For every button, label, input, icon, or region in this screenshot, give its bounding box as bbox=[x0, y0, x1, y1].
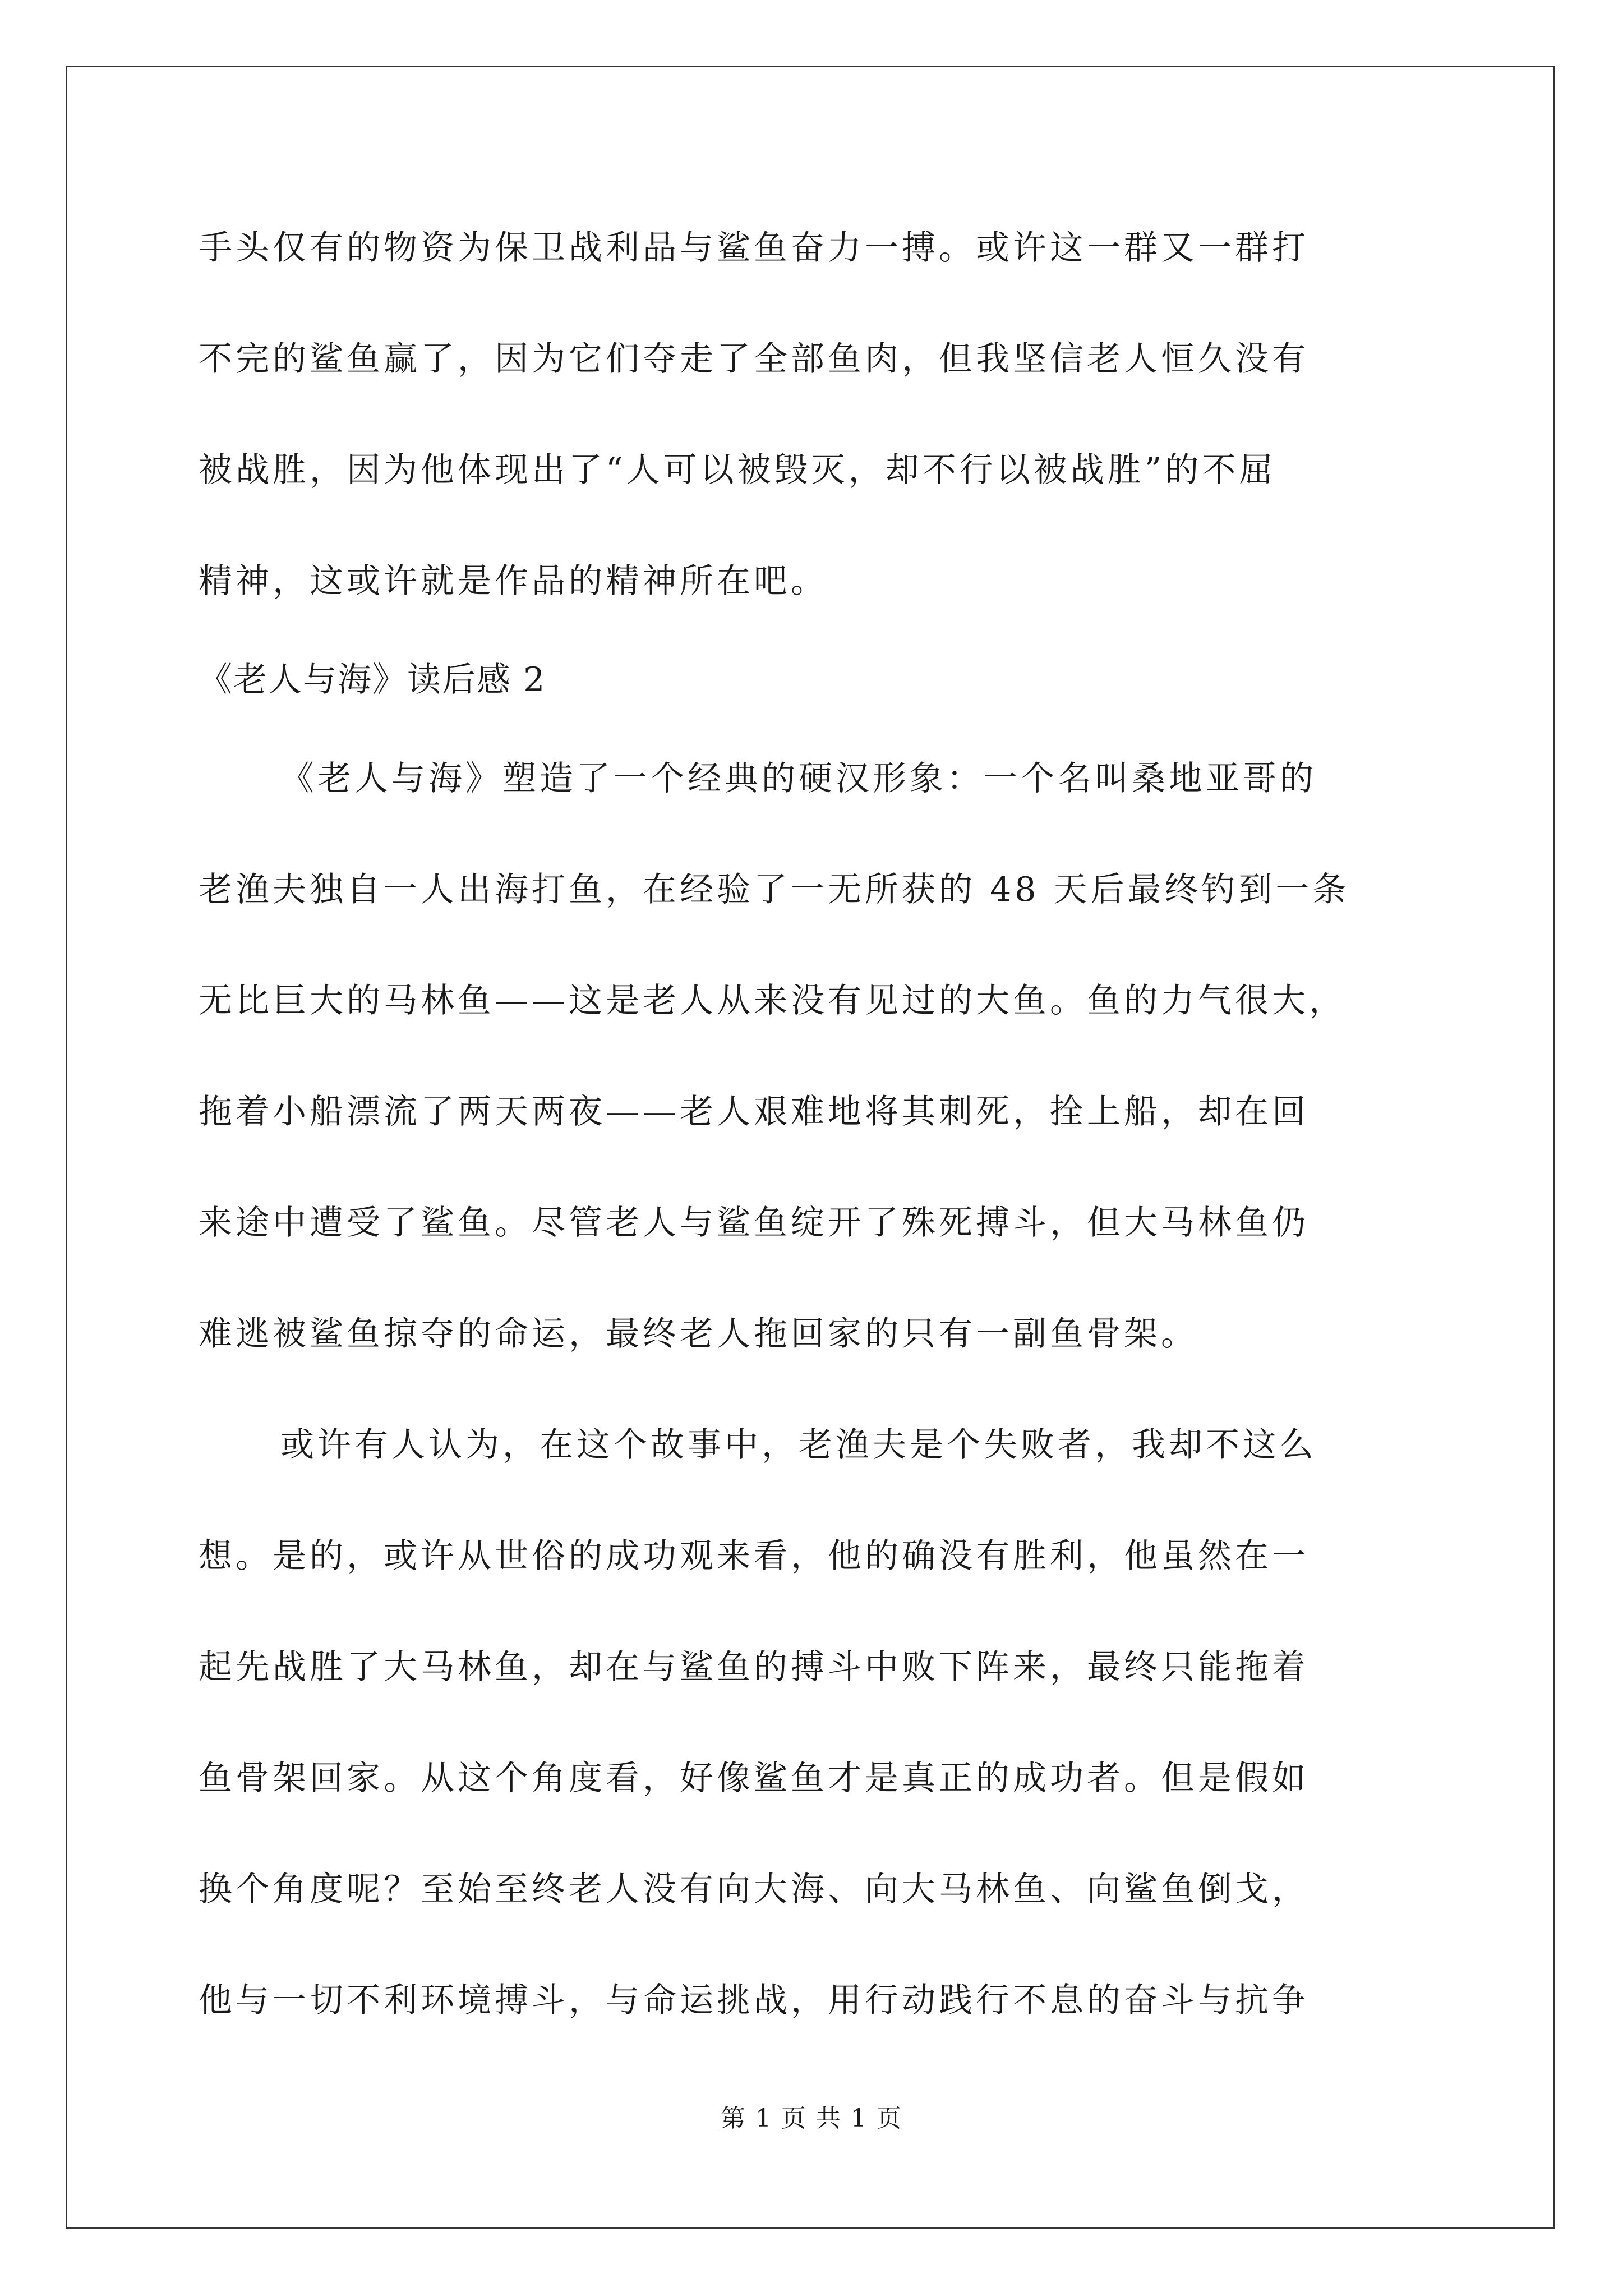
section-heading: 《老人与海》读后感 2 bbox=[199, 660, 546, 700]
text-line: 来途中遭受了鲨鱼。尽管老人与鲨鱼绽开了殊死搏斗，但大马林鱼仍 bbox=[199, 1203, 1309, 1243]
text-line: 起先战胜了大马林鱼，却在与鲨鱼的搏斗中败下阵来，最终只能拖着 bbox=[199, 1648, 1309, 1687]
text-line: 老渔夫独自一人出海打鱼，在经验了一无所获的 48 天后最终钓到一条 bbox=[199, 870, 1350, 909]
text-line: 换个角度呢？至始至终老人没有向大海、向大马林鱼、向鲨鱼倒戈， bbox=[199, 1870, 1309, 1909]
text-line: 想。是的，或许从世俗的成功观来看，他的确没有胜利，他虽然在一 bbox=[199, 1536, 1309, 1576]
text-line: 精神，这或许就是作品的精神所在吧。 bbox=[199, 562, 828, 601]
text-line: 拖着小船漂流了两天两夜——老人艰难地将其刺死，拴上船，却在回 bbox=[199, 1092, 1309, 1131]
text-line: 他与一切不利环境搏斗，与命运挑战，用行动践行不息的奋斗与抗争 bbox=[199, 1981, 1309, 2020]
text-line: 鱼骨架回家。从这个角度看，好像鲨鱼才是真正的成功者。但是假如 bbox=[199, 1759, 1309, 1798]
text-line: 手头仅有的物资为保卫战利品与鲨鱼奋力一搏。或许这一群又一群打 bbox=[199, 228, 1309, 268]
text-line: 难逃被鲨鱼掠夺的命运，最终老人拖回家的只有一副鱼骨架。 bbox=[199, 1314, 1198, 1354]
text-line: 《老人与海》塑造了一个经典的硬汉形象：一个名叫桑地亚哥的 bbox=[280, 759, 1317, 798]
text-line: 被战胜，因为他体现出了“人可以被毁灭，却不行以被战胜”的不屈 bbox=[199, 450, 1276, 490]
text-line: 或许有人认为，在这个故事中，老渔夫是个失败者，我却不这么 bbox=[280, 1425, 1317, 1465]
text-line: 不完的鲨鱼赢了，因为它们夺走了全部鱼肉，但我坚信老人恒久没有 bbox=[199, 339, 1309, 379]
page-number: 第 1 页 共 1 页 bbox=[721, 2104, 902, 2133]
text-line: 无比巨大的马林鱼——这是老人从来没有见过的大鱼。鱼的力气很大， bbox=[199, 981, 1346, 1020]
